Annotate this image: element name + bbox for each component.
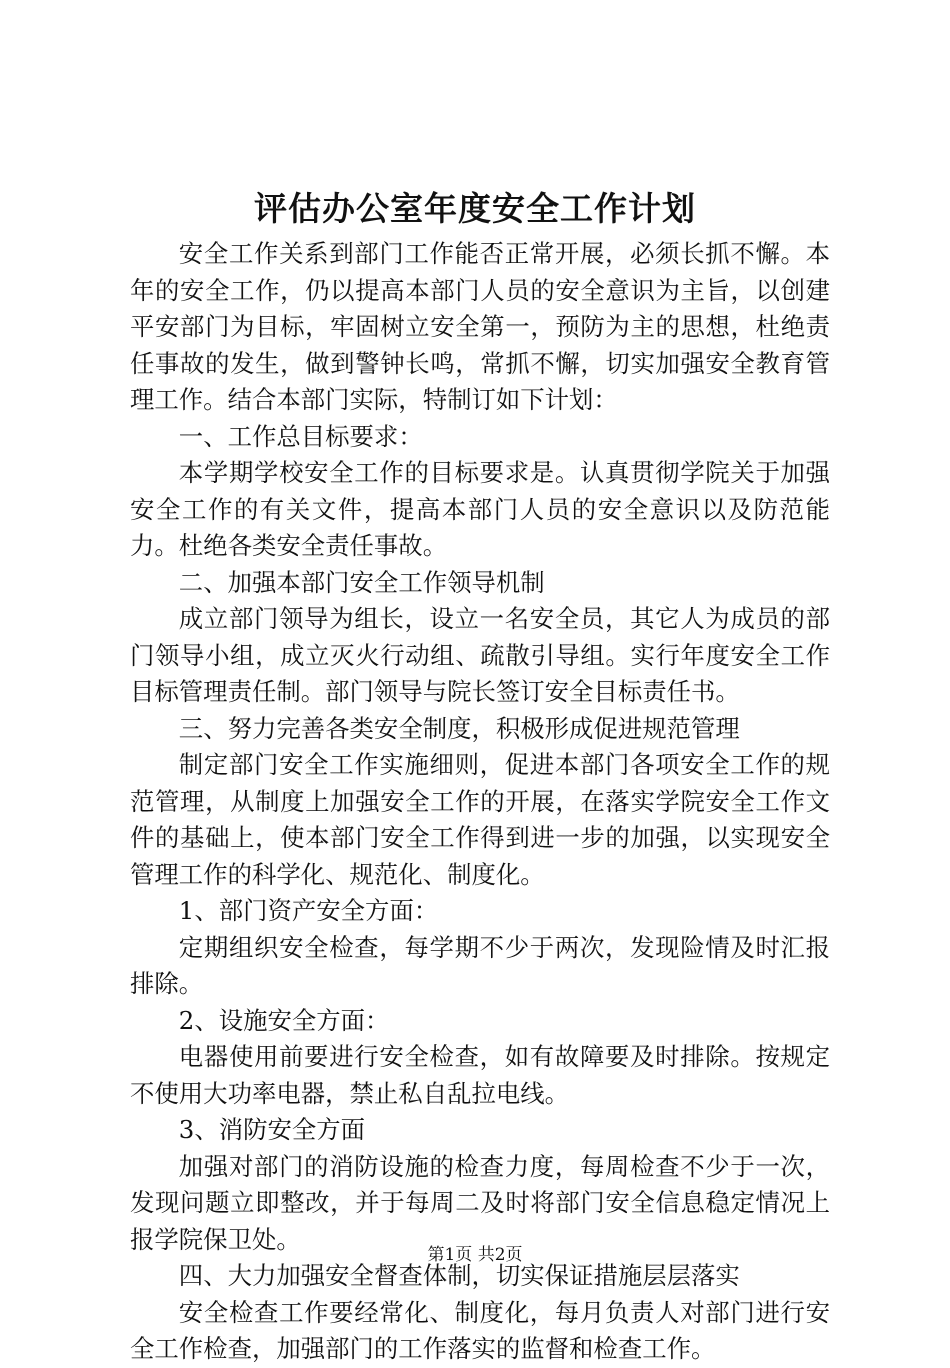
- section-heading-3: 三、努力完善各类安全制度，积极形成促进规范管理: [178, 713, 740, 743]
- section-paragraph-2: 成立部门领导为组长，设立一名安全员，其它人为成员的部门领导小组，成立灭火行动组、疏散引导组。实行年度安全工作目标管理责任制。部门领导与院长签订安全目标责任书。: [130, 604, 830, 706]
- section-paragraph-3: 制定部门安全工作实施细则，促进本部门各项安全工作的规范管理，从制度上加强安全工作的开展，在落实学院安全工作文件的基础上，使本部门安全工作得到进一步的加强，以实现安全管理工作的科学化、规范化、制度化。: [130, 750, 830, 889]
- section-heading-2: 二、加强本部门安全工作领导机制: [178, 567, 545, 597]
- subsection-heading-1: 1、部门资产安全方面：: [178, 896, 439, 925]
- subsection-paragraph-1: 定期组织安全检查，每学期不少于两次，发现险情及时汇报排除。: [130, 932, 830, 998]
- document-body: [130, 236, 830, 1368]
- subsection-heading-2: 2、设施安全方面：: [178, 1005, 390, 1035]
- subsection-paragraph-2: 电器使用前要进行安全检查，如有故障要及时排除。按规定不使用大功率电器，禁止私自乱拉电线。: [130, 1042, 830, 1108]
- section-paragraph-4: 安全检查工作要经常化、制度化，每月负责人对部门进行安全工作检查，加强部门的工作落实的监督和检查工作。: [130, 1297, 830, 1363]
- page-number-footer: 第1页 共2页: [427, 1245, 523, 1265]
- section-paragraph-1: 本学期学校安全工作的目标要求是。认真贯彻学院关于加强安全工作的有关文件，提高本部门人员的安全意识以及防范能力。杜绝各类安全责任事故。: [130, 458, 830, 560]
- section-heading-4: 四、大力加强安全督查体制，切实保证措施层层落实: [178, 1261, 740, 1290]
- document-title: 评估办公室年度安全工作计划: [254, 189, 696, 228]
- intro-paragraph: 安全工作关系到部门工作能否正常开展，必须长抓不懈。本年的安全工作，仍以提高本部门人员的安全意识为主旨，以创建平安部门为目标，牢固树立安全第一，预防为主的思想，杜绝责任事故的发生，做到警钟长鸣，常抓不懈，切实加强安全教育管理工作。结合本部门实际，特制订如下计划：: [130, 239, 830, 414]
- section-heading-1: 一、工作总目标要求：: [178, 421, 423, 451]
- subsection-paragraph-3: 加强对部门的消防设施的检查力度，每周检查不少于一次，发现问题立即整改，并于每周二及时将部门安全信息稳定情况上报学院保卫处。: [130, 1151, 830, 1254]
- subsection-heading-3: 3、消防安全方面: [178, 1115, 366, 1144]
